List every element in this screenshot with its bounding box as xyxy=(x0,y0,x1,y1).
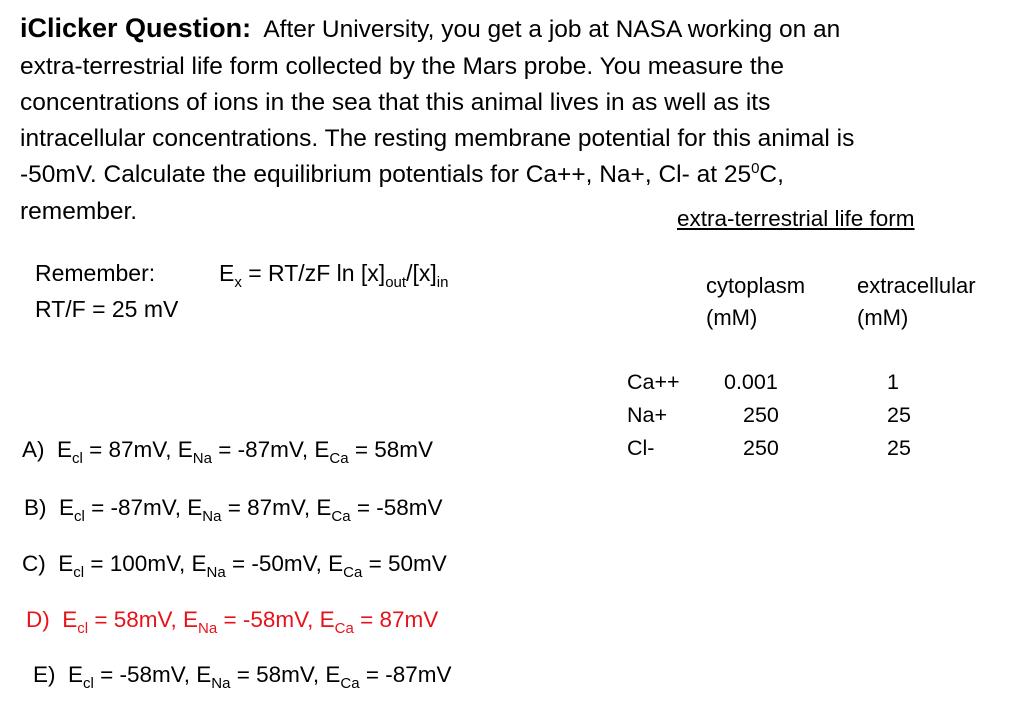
table-title: extra-terrestrial life form xyxy=(677,206,915,231)
ion-label: Cl- xyxy=(627,436,655,460)
cytoplasm-value: 250 xyxy=(743,403,779,427)
question-line-2: extra-terrestrial life form collected by the Mars probe. You measure the xyxy=(20,53,784,80)
question-title: iClicker Question: xyxy=(20,13,252,43)
question-line-5: -50mV. Calculate the equilibrium potentials for Ca++, Na+, Cl- at $25^0C$, xyxy=(20,160,784,188)
option-c[interactable]: C) $E_{cl} = 100mV$, $E_{Na} = -50mV$, $E_{Ca} = 50mV$ xyxy=(22,551,447,581)
nernst-equation: $E_x = RT/zF$ $\ln [x]_{out}/[x]_{in}$ xyxy=(219,260,449,291)
question-line-4: intracellular concentrations. The resting membrane potential for this animal is xyxy=(20,125,855,152)
header-extracellular: extracellular (mM) xyxy=(857,273,976,330)
extracellular-value: 25 xyxy=(887,403,911,427)
rt-over-f: RT/F = 25 mV xyxy=(35,296,179,322)
option-e[interactable]: E) $E_{cl} = -58mV$, $E_{Na} = 58mV$, $E_{Ca} = -87mV$ xyxy=(33,662,452,692)
extracellular-value: 25 xyxy=(887,436,911,460)
ion-label: Ca++ xyxy=(627,370,680,394)
header-cytoplasm: cytoplasm (mM) xyxy=(706,273,806,330)
cytoplasm-value: 0.001 xyxy=(724,370,778,394)
option-a[interactable]: A) $E_{cl} = 87mV$, $E_{Na} = -87mV$, $E_{Ca} = 58mV$ xyxy=(22,437,433,467)
question-line-3: concentrations of ions in the sea that this animal lives in as well as its xyxy=(20,89,771,116)
option-b[interactable]: B) $E_{cl} = -87mV$, $E_{Na} = 87mV$, $E_{Ca} = -58mV$ xyxy=(24,495,443,525)
remember-label: Remember: xyxy=(35,260,156,286)
question-line-1: iClicker Question: After University, you get a job at NASA working on an xyxy=(20,13,841,43)
ion-label: Na+ xyxy=(627,403,668,427)
question-line-6: remember. xyxy=(20,198,138,225)
extracellular-value: 1 xyxy=(887,370,899,394)
degree-superscript: 0 xyxy=(751,160,760,177)
option-d-correct[interactable]: D) $E_{cl} = 58mV$, $E_{Na} = -58mV$, $E_{Ca} = 87mV$ xyxy=(26,607,439,637)
cytoplasm-value: 250 xyxy=(743,436,779,460)
